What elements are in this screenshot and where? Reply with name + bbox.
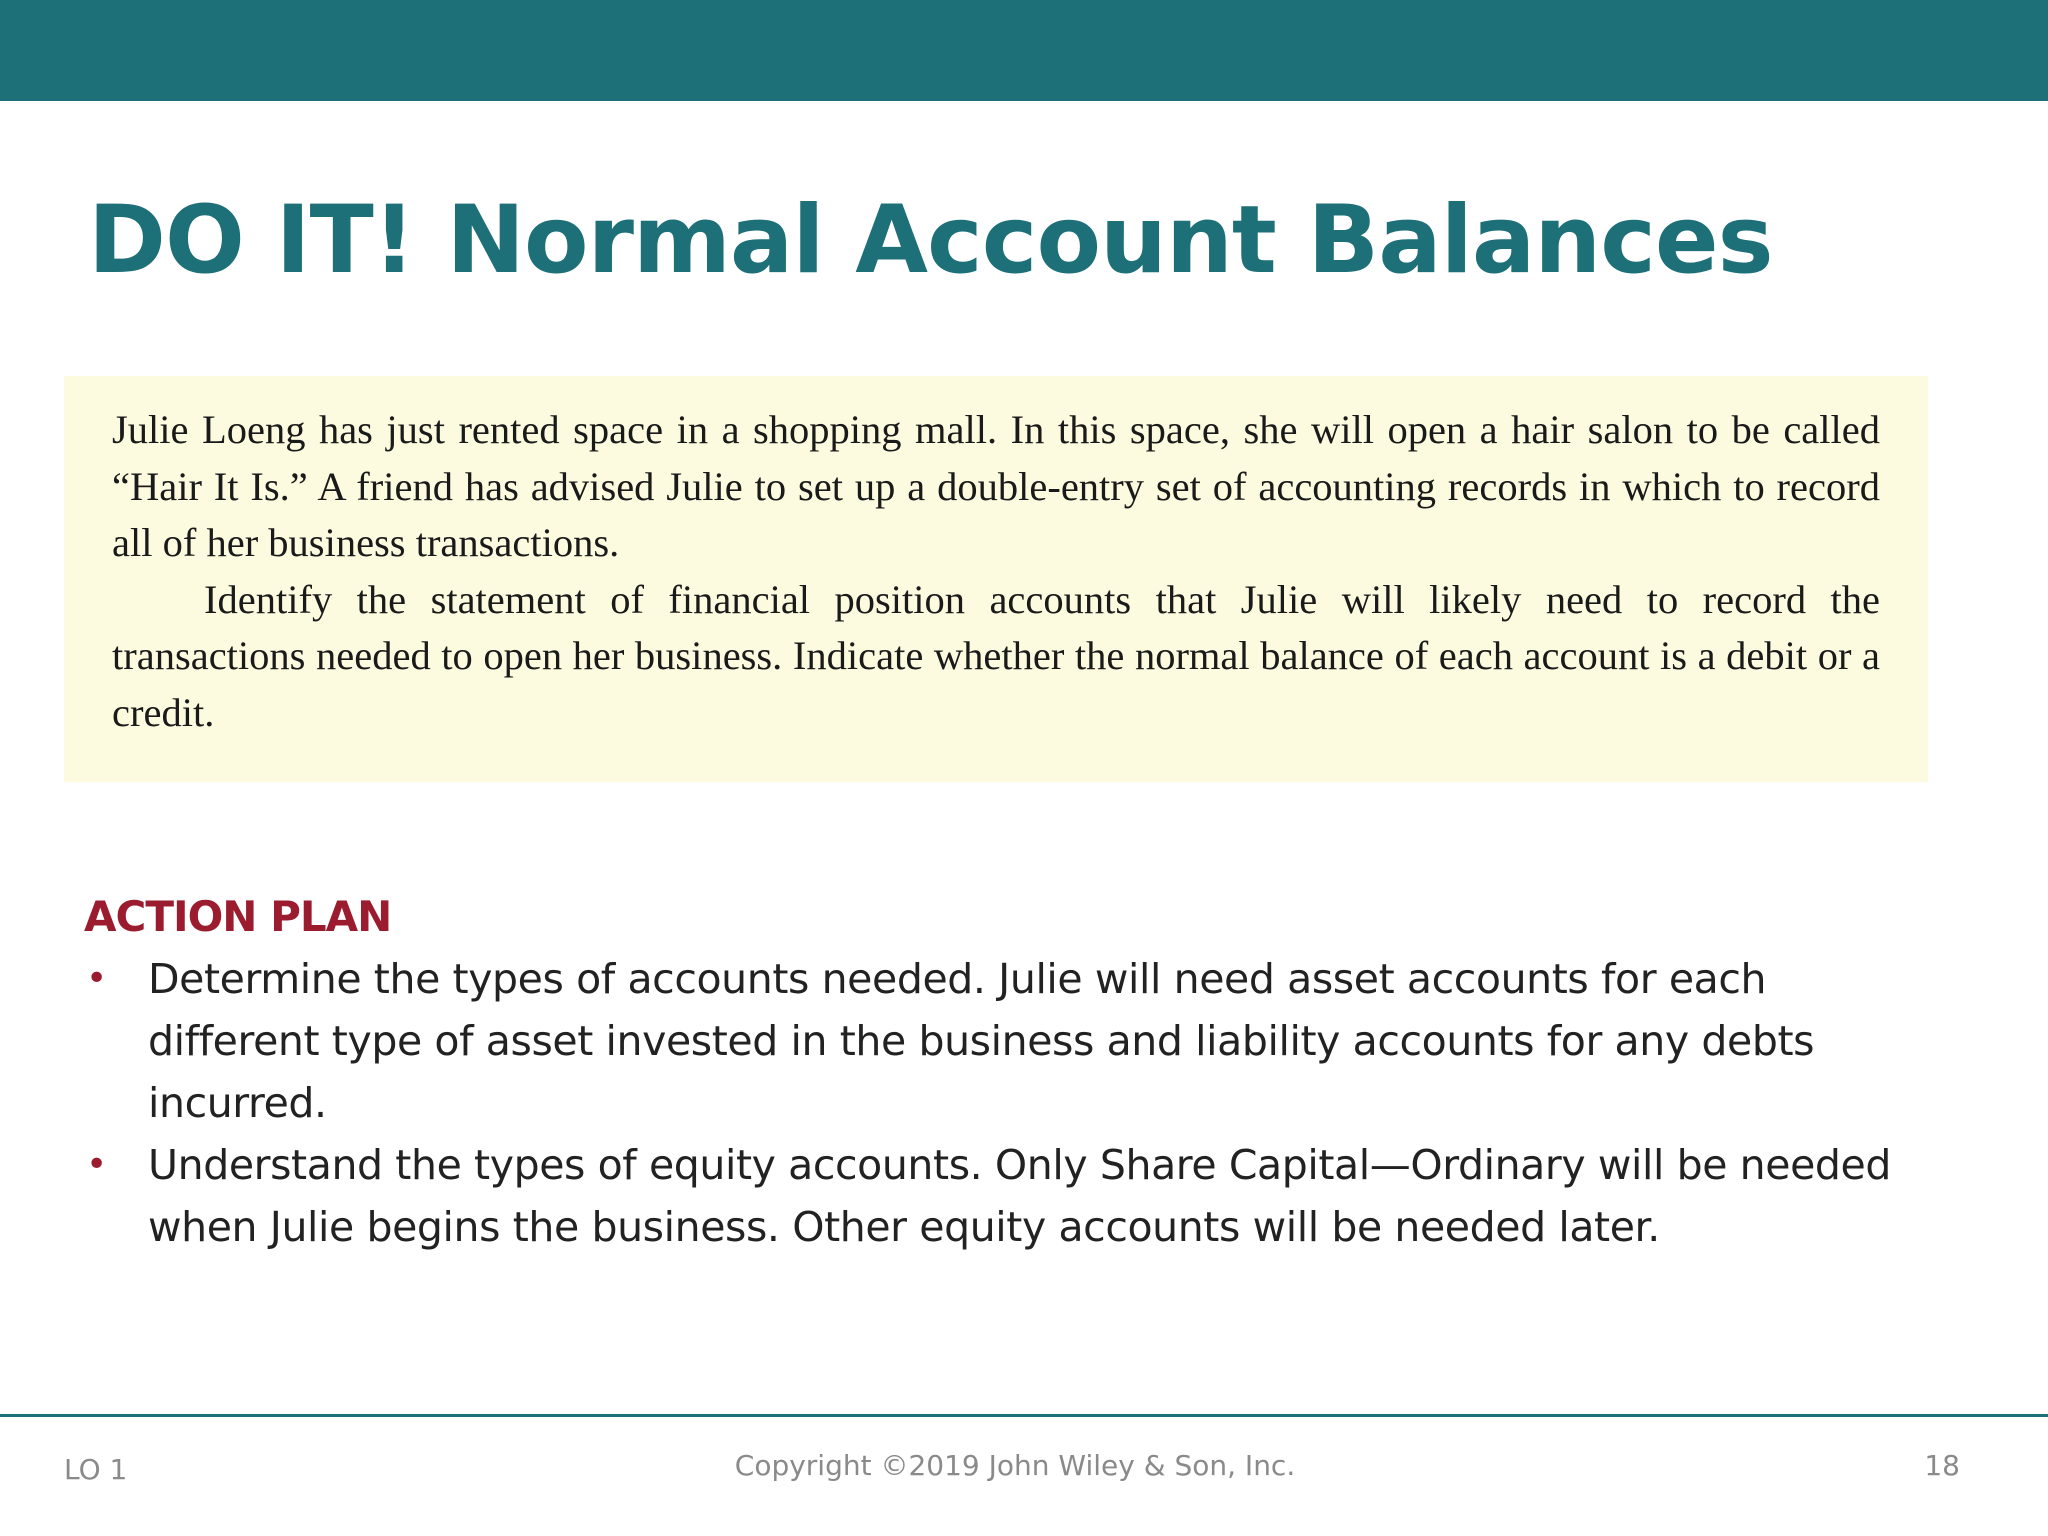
- action-plan-item-text: Determine the types of accounts needed. Julie will need asset accounts for each different type of asset invested in the business and liability accounts for any debts incurred.: [148, 955, 1815, 1127]
- page-number: 18: [1924, 1449, 1960, 1482]
- footer-divider: [0, 1414, 2048, 1417]
- action-plan-item-text: Understand the types of equity accounts. Only Share Capital—Ordinary will be needed when Julie begins the business. Other equity accounts will be needed later.: [148, 1141, 1891, 1251]
- problem-paragraph-2: Identify the statement of financial position accounts that Julie will likely need to record the transactions needed to open her business. Indicate whether the normal balance of each account is a debit or a credit.: [112, 576, 1880, 735]
- learning-objective-label: LO 1: [64, 1453, 128, 1486]
- action-plan-item: [84, 948, 1944, 1134]
- action-plan-heading: ACTION PLAN: [84, 892, 392, 941]
- bullet-icon: •: [86, 958, 107, 999]
- copyright-notice: Copyright ©2019 John Wiley & Son, Inc.: [734, 1449, 1296, 1482]
- action-plan-item: [84, 1134, 1944, 1258]
- slide-title: DO IT! Normal Account Balances: [88, 186, 1773, 295]
- action-plan-list: [84, 948, 1944, 1258]
- top-header-band: [0, 0, 2048, 101]
- problem-statement-box: [64, 376, 1928, 782]
- bullet-icon: •: [86, 1144, 107, 1185]
- problem-paragraph-1: Julie Loeng has just rented space in a shopping mall. In this space, she will open a hair salon to be called “Hair It Is.” A friend has advised Julie to set up a double-entry set of accounting records in which to record all of her business transactions.: [112, 407, 1880, 565]
